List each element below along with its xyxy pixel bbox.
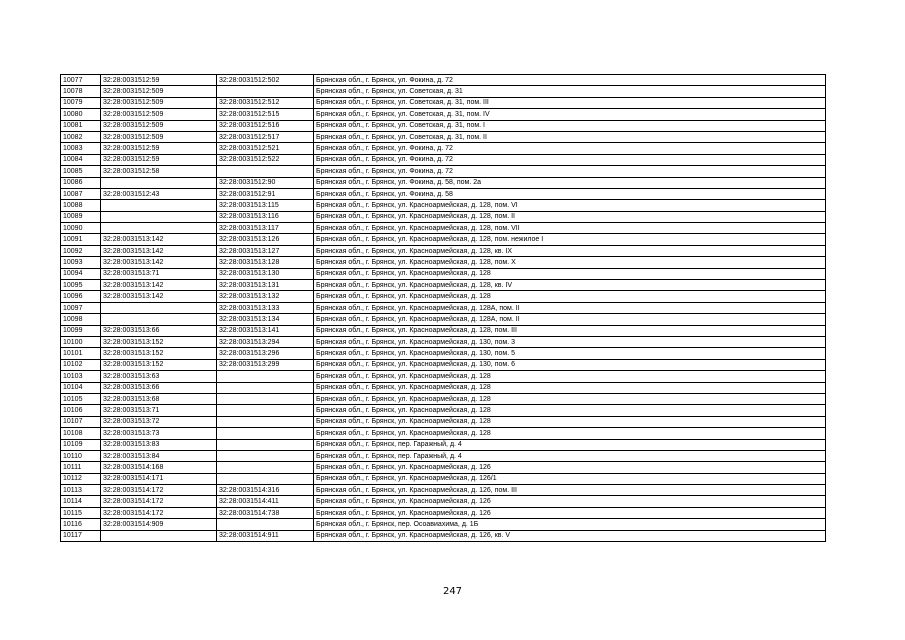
object-cadastral-number-cell: [217, 86, 314, 97]
land-cadastral-number-cell: 32:28:0031512:43: [101, 188, 217, 199]
row-number-cell: 10097: [61, 302, 101, 313]
row-number-cell: 10101: [61, 348, 101, 359]
address-cell: Брянская обл., г. Брянск, ул. Советская, д. 31, пом. II: [314, 131, 826, 142]
address-cell: Брянская обл., г. Брянск, ул. Красноармейская, д. 128: [314, 428, 826, 439]
object-cadastral-number-cell: 32:28:0031514:411: [217, 496, 314, 507]
row-number-cell: 10078: [61, 86, 101, 97]
object-cadastral-number-cell: 32:28:0031513:294: [217, 336, 314, 347]
table-row: [61, 416, 826, 427]
row-number-cell: 10081: [61, 120, 101, 131]
row-number-cell: 10103: [61, 371, 101, 382]
address-cell: Брянская обл., г. Брянск, пер. Гаражный, д. 4: [314, 439, 826, 450]
object-cadastral-number-cell: [217, 519, 314, 530]
row-number-cell: 10083: [61, 143, 101, 154]
object-cadastral-number-cell: 32:28:0031512:516: [217, 120, 314, 131]
table-row: [61, 496, 826, 507]
table-row: [61, 245, 826, 256]
object-cadastral-number-cell: 32:28:0031513:115: [217, 200, 314, 211]
object-cadastral-number-cell: 32:28:0031513:127: [217, 245, 314, 256]
table-row: [61, 257, 826, 268]
land-cadastral-number-cell: 32:28:0031513:142: [101, 291, 217, 302]
table-row: [61, 109, 826, 120]
object-cadastral-number-cell: [217, 393, 314, 404]
row-number-cell: 10116: [61, 519, 101, 530]
table-row: [61, 325, 826, 336]
address-cell: Брянская обл., г. Брянск, ул. Красноармейская, д. 130, пом. 3: [314, 336, 826, 347]
row-number-cell: 10086: [61, 177, 101, 188]
object-cadastral-number-cell: [217, 450, 314, 461]
address-cell: Брянская обл., г. Брянск, ул. Фокина, д. 72: [314, 75, 826, 86]
land-cadastral-number-cell: [101, 223, 217, 234]
table-row: [61, 336, 826, 347]
row-number-cell: 10090: [61, 223, 101, 234]
land-cadastral-number-cell: 32:28:0031513:142: [101, 234, 217, 245]
row-number-cell: 10117: [61, 530, 101, 541]
table-row: [61, 188, 826, 199]
table-row: [61, 485, 826, 496]
row-number-cell: 10094: [61, 268, 101, 279]
object-cadastral-number-cell: 32:28:0031513:117: [217, 223, 314, 234]
land-cadastral-number-cell: 32:28:0031514:172: [101, 507, 217, 518]
object-cadastral-number-cell: 32:28:0031514:911: [217, 530, 314, 541]
land-cadastral-number-cell: [101, 211, 217, 222]
address-cell: Брянская обл., г. Брянск, ул. Красноармейская, д. 128А, пом. II: [314, 314, 826, 325]
registry-table: [60, 74, 826, 542]
address-cell: Брянская обл., г. Брянск, ул. Красноармейская, д. 128: [314, 291, 826, 302]
row-number-cell: 10104: [61, 382, 101, 393]
row-number-cell: 10093: [61, 257, 101, 268]
table-row: [61, 359, 826, 370]
row-number-cell: 10088: [61, 200, 101, 211]
address-cell: Брянская обл., г. Брянск, ул. Фокина, д. 58: [314, 188, 826, 199]
table-row: [61, 382, 826, 393]
land-cadastral-number-cell: 32:28:0031513:71: [101, 405, 217, 416]
table-row: [61, 211, 826, 222]
object-cadastral-number-cell: 32:28:0031512:517: [217, 131, 314, 142]
land-cadastral-number-cell: 32:28:0031514:909: [101, 519, 217, 530]
object-cadastral-number-cell: 32:28:0031513:299: [217, 359, 314, 370]
object-cadastral-number-cell: 32:28:0031513:141: [217, 325, 314, 336]
object-cadastral-number-cell: 32:28:0031513:116: [217, 211, 314, 222]
object-cadastral-number-cell: 32:28:0031514:738: [217, 507, 314, 518]
table-row: [61, 450, 826, 461]
table-row: [61, 428, 826, 439]
address-cell: Брянская обл., г. Брянск, ул. Красноармейская, д. 128: [314, 268, 826, 279]
object-cadastral-number-cell: [217, 166, 314, 177]
object-cadastral-number-cell: 32:28:0031512:522: [217, 154, 314, 165]
row-number-cell: 10111: [61, 462, 101, 473]
row-number-cell: 10080: [61, 109, 101, 120]
address-cell: Брянская обл., г. Брянск, ул. Красноармейская, д. 128, пом. VI: [314, 200, 826, 211]
land-cadastral-number-cell: 32:28:0031512:58: [101, 166, 217, 177]
table-row: [61, 439, 826, 450]
land-cadastral-number-cell: 32:28:0031512:509: [101, 120, 217, 131]
object-cadastral-number-cell: [217, 405, 314, 416]
table-row: [61, 473, 826, 484]
table-row: [61, 200, 826, 211]
land-cadastral-number-cell: [101, 302, 217, 313]
registry-table-body: [61, 75, 826, 542]
table-row: [61, 131, 826, 142]
land-cadastral-number-cell: 32:28:0031513:71: [101, 268, 217, 279]
address-cell: Брянская обл., г. Брянск, ул. Красноармейская, д. 126, пом. III: [314, 485, 826, 496]
address-cell: Брянская обл., г. Брянск, ул. Советская, д. 31, пом. I: [314, 120, 826, 131]
row-number-cell: 10096: [61, 291, 101, 302]
row-number-cell: 10107: [61, 416, 101, 427]
land-cadastral-number-cell: 32:28:0031512:509: [101, 97, 217, 108]
object-cadastral-number-cell: 32:28:0031512:502: [217, 75, 314, 86]
object-cadastral-number-cell: 32:28:0031512:512: [217, 97, 314, 108]
land-cadastral-number-cell: 32:28:0031513:142: [101, 280, 217, 291]
table-row: [61, 154, 826, 165]
address-cell: Брянская обл., г. Брянск, ул. Красноармейская, д. 128, пом. III: [314, 325, 826, 336]
object-cadastral-number-cell: 32:28:0031513:128: [217, 257, 314, 268]
land-cadastral-number-cell: 32:28:0031513:83: [101, 439, 217, 450]
address-cell: Брянская обл., г. Брянск, ул. Красноармейская, д. 128: [314, 371, 826, 382]
object-cadastral-number-cell: [217, 428, 314, 439]
object-cadastral-number-cell: 32:28:0031513:134: [217, 314, 314, 325]
object-cadastral-number-cell: [217, 416, 314, 427]
row-number-cell: 10108: [61, 428, 101, 439]
row-number-cell: 10079: [61, 97, 101, 108]
land-cadastral-number-cell: 32:28:0031513:152: [101, 348, 217, 359]
object-cadastral-number-cell: [217, 371, 314, 382]
row-number-cell: 10115: [61, 507, 101, 518]
land-cadastral-number-cell: 32:28:0031513:142: [101, 245, 217, 256]
table-row: [61, 519, 826, 530]
table-row: [61, 314, 826, 325]
land-cadastral-number-cell: 32:28:0031513:63: [101, 371, 217, 382]
table-row: [61, 405, 826, 416]
table-row: [61, 143, 826, 154]
land-cadastral-number-cell: 32:28:0031513:84: [101, 450, 217, 461]
table-row: [61, 530, 826, 541]
table-row: [61, 234, 826, 245]
object-cadastral-number-cell: 32:28:0031513:133: [217, 302, 314, 313]
land-cadastral-number-cell: 32:28:0031513:72: [101, 416, 217, 427]
address-cell: Брянская обл., г. Брянск, ул. Красноармейская, д. 128, пом. II: [314, 211, 826, 222]
land-cadastral-number-cell: 32:28:0031512:509: [101, 109, 217, 120]
row-number-cell: 10105: [61, 393, 101, 404]
address-cell: Брянская обл., г. Брянск, ул. Красноармейская, д. 128: [314, 416, 826, 427]
address-cell: Брянская обл., г. Брянск, ул. Красноармейская, д. 126: [314, 507, 826, 518]
row-number-cell: 10095: [61, 280, 101, 291]
land-cadastral-number-cell: 32:28:0031513:68: [101, 393, 217, 404]
table-row: [61, 75, 826, 86]
land-cadastral-number-cell: 32:28:0031512:59: [101, 143, 217, 154]
land-cadastral-number-cell: 32:28:0031512:59: [101, 75, 217, 86]
row-number-cell: 10113: [61, 485, 101, 496]
row-number-cell: 10098: [61, 314, 101, 325]
table-row: [61, 86, 826, 97]
address-cell: Брянская обл., г. Брянск, ул. Красноармейская, д. 128, пом. X: [314, 257, 826, 268]
land-cadastral-number-cell: 32:28:0031512:59: [101, 154, 217, 165]
address-cell: Брянская обл., г. Брянск, пер. Осоавиахима, д. 1Б: [314, 519, 826, 530]
address-cell: Брянская обл., г. Брянск, ул. Красноармейская, д. 128: [314, 382, 826, 393]
object-cadastral-number-cell: [217, 473, 314, 484]
object-cadastral-number-cell: [217, 462, 314, 473]
row-number-cell: 10106: [61, 405, 101, 416]
object-cadastral-number-cell: 32:28:0031513:126: [217, 234, 314, 245]
table-row: [61, 348, 826, 359]
address-cell: Брянская обл., г. Брянск, ул. Красноармейская, д. 128: [314, 405, 826, 416]
address-cell: Брянская обл., г. Брянск, ул. Красноармейская, д. 128, пом. нежилое I: [314, 234, 826, 245]
land-cadastral-number-cell: 32:28:0031514:168: [101, 462, 217, 473]
table-row: [61, 302, 826, 313]
row-number-cell: 10109: [61, 439, 101, 450]
address-cell: Брянская обл., г. Брянск, ул. Красноармейская, д. 130, пом. 5: [314, 348, 826, 359]
land-cadastral-number-cell: 32:28:0031512:509: [101, 131, 217, 142]
address-cell: Брянская обл., г. Брянск, ул. Советская, д. 31: [314, 86, 826, 97]
row-number-cell: 10099: [61, 325, 101, 336]
land-cadastral-number-cell: 32:28:0031514:172: [101, 485, 217, 496]
address-cell: Брянская обл., г. Брянск, ул. Фокина, д. 72: [314, 154, 826, 165]
table-row: [61, 268, 826, 279]
address-cell: Брянская обл., г. Брянск, ул. Красноармейская, д. 126: [314, 462, 826, 473]
land-cadastral-number-cell: [101, 314, 217, 325]
land-cadastral-number-cell: 32:28:0031514:171: [101, 473, 217, 484]
row-number-cell: 10085: [61, 166, 101, 177]
address-cell: Брянская обл., г. Брянск, ул. Красноармейская, д. 128, пом. VII: [314, 223, 826, 234]
object-cadastral-number-cell: 32:28:0031513:130: [217, 268, 314, 279]
row-number-cell: 10077: [61, 75, 101, 86]
address-cell: Брянская обл., г. Брянск, ул. Красноармейская, д. 128А, пом. II: [314, 302, 826, 313]
row-number-cell: 10089: [61, 211, 101, 222]
address-cell: Брянская обл., г. Брянск, ул. Красноармейская, д. 130, пом. 6: [314, 359, 826, 370]
table-row: [61, 223, 826, 234]
object-cadastral-number-cell: [217, 382, 314, 393]
object-cadastral-number-cell: 32:28:0031512:91: [217, 188, 314, 199]
address-cell: Брянская обл., г. Брянск, ул. Советская, д. 31, пом. IV: [314, 109, 826, 120]
row-number-cell: 10082: [61, 131, 101, 142]
row-number-cell: 10091: [61, 234, 101, 245]
land-cadastral-number-cell: 32:28:0031513:73: [101, 428, 217, 439]
land-cadastral-number-cell: 32:28:0031512:509: [101, 86, 217, 97]
table-row: [61, 291, 826, 302]
address-cell: Брянская обл., г. Брянск, ул. Советская, д. 31, пом. III: [314, 97, 826, 108]
land-cadastral-number-cell: [101, 200, 217, 211]
table-row: [61, 177, 826, 188]
table-row: [61, 393, 826, 404]
land-cadastral-number-cell: 32:28:0031513:142: [101, 257, 217, 268]
address-cell: Брянская обл., г. Брянск, ул. Красноармейская, д. 126: [314, 496, 826, 507]
row-number-cell: 10087: [61, 188, 101, 199]
land-cadastral-number-cell: 32:28:0031513:152: [101, 336, 217, 347]
address-cell: Брянская обл., г. Брянск, пер. Гаражный, д. 4: [314, 450, 826, 461]
table-row: [61, 166, 826, 177]
row-number-cell: 10102: [61, 359, 101, 370]
row-number-cell: 10100: [61, 336, 101, 347]
land-cadastral-number-cell: [101, 530, 217, 541]
address-cell: Брянская обл., г. Брянск, ул. Красноармейская, д. 126/1: [314, 473, 826, 484]
row-number-cell: 10084: [61, 154, 101, 165]
object-cadastral-number-cell: 32:28:0031514:316: [217, 485, 314, 496]
address-cell: Брянская обл., г. Брянск, ул. Красноармейская, д. 126, кв. V: [314, 530, 826, 541]
page-number: 247: [442, 586, 463, 597]
table-row: [61, 371, 826, 382]
address-cell: Брянская обл., г. Брянск, ул. Красноармейская, д. 128, кв. IV: [314, 280, 826, 291]
table-row: [61, 120, 826, 131]
land-cadastral-number-cell: 32:28:0031513:152: [101, 359, 217, 370]
address-cell: Брянская обл., г. Брянск, ул. Красноармейская, д. 128, кв. IX: [314, 245, 826, 256]
row-number-cell: 10092: [61, 245, 101, 256]
land-cadastral-number-cell: 32:28:0031514:172: [101, 496, 217, 507]
table-row: [61, 280, 826, 291]
address-cell: Брянская обл., г. Брянск, ул. Фокина, д. 72: [314, 143, 826, 154]
address-cell: Брянская обл., г. Брянск, ул. Фокина, д. 58, пом. 2а: [314, 177, 826, 188]
row-number-cell: 10110: [61, 450, 101, 461]
land-cadastral-number-cell: 32:28:0031513:66: [101, 382, 217, 393]
object-cadastral-number-cell: 32:28:0031513:132: [217, 291, 314, 302]
object-cadastral-number-cell: 32:28:0031513:296: [217, 348, 314, 359]
table-row: [61, 462, 826, 473]
object-cadastral-number-cell: [217, 439, 314, 450]
object-cadastral-number-cell: 32:28:0031512:521: [217, 143, 314, 154]
row-number-cell: 10112: [61, 473, 101, 484]
table-row: [61, 97, 826, 108]
object-cadastral-number-cell: 32:28:0031513:131: [217, 280, 314, 291]
address-cell: Брянская обл., г. Брянск, ул. Фокина, д. 72: [314, 166, 826, 177]
land-cadastral-number-cell: [101, 177, 217, 188]
object-cadastral-number-cell: 32:28:0031512:515: [217, 109, 314, 120]
row-number-cell: 10114: [61, 496, 101, 507]
table-row: [61, 507, 826, 518]
object-cadastral-number-cell: 32:28:0031512:90: [217, 177, 314, 188]
land-cadastral-number-cell: 32:28:0031513:66: [101, 325, 217, 336]
address-cell: Брянская обл., г. Брянск, ул. Красноармейская, д. 128: [314, 393, 826, 404]
